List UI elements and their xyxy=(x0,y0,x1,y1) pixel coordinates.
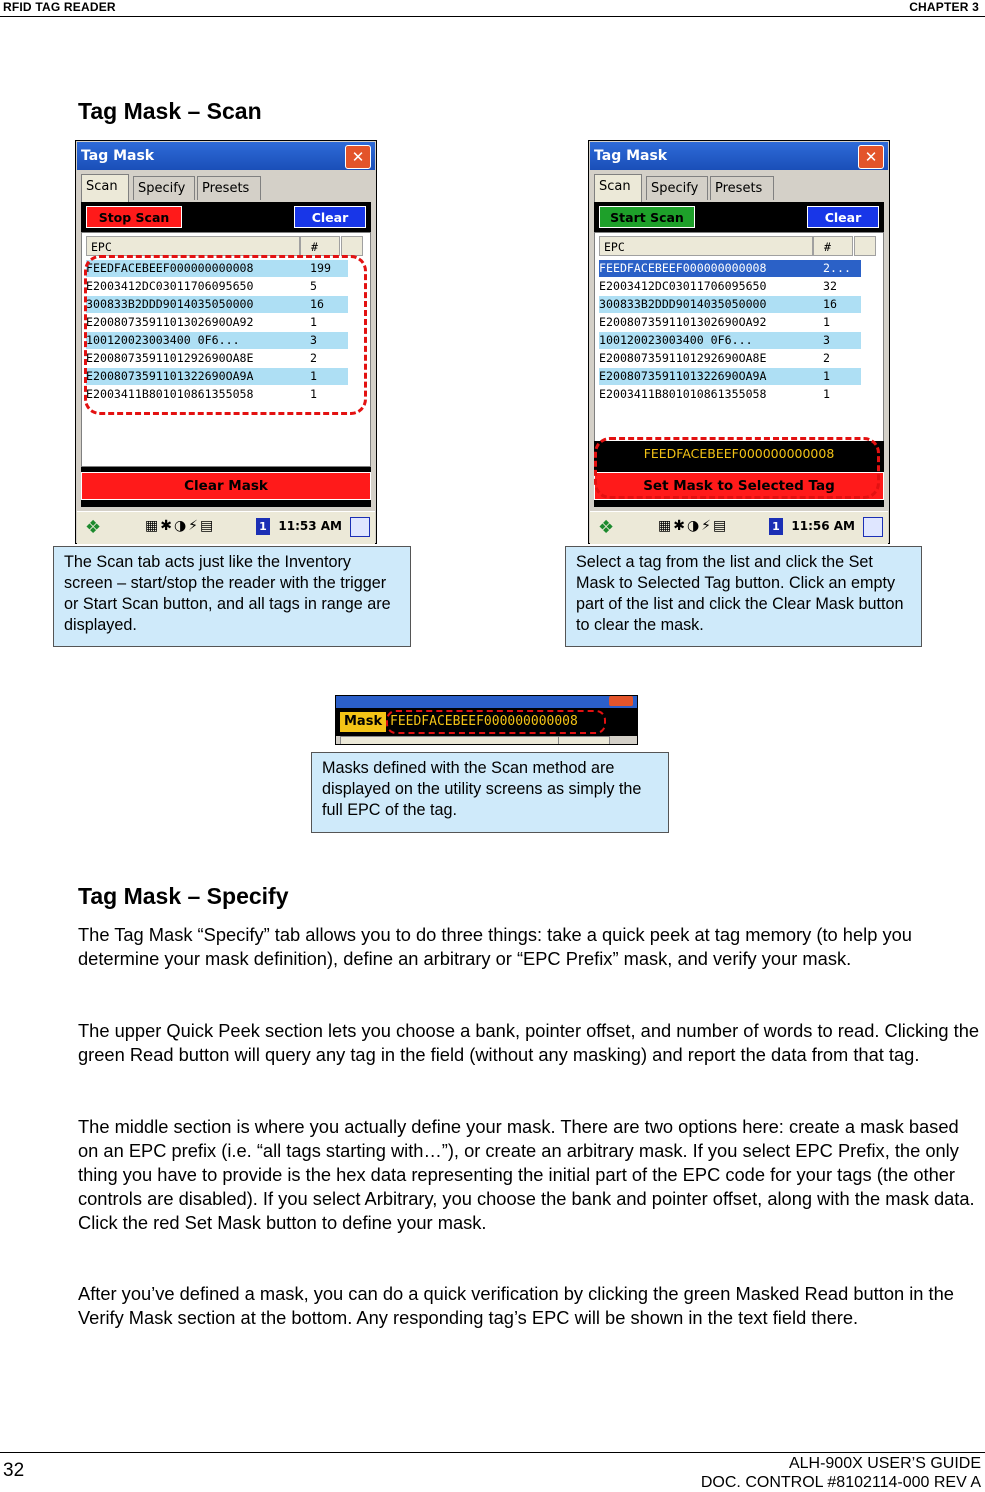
highlight-loop-list xyxy=(84,255,367,415)
mini-column-header-2 xyxy=(558,736,610,745)
taskbar xyxy=(590,511,888,544)
header-chapter: CHAPTER 3 xyxy=(909,0,979,14)
window-title: Tag Mask xyxy=(594,148,668,164)
tab-specify[interactable]: Specify xyxy=(133,176,195,200)
tag-list[interactable] xyxy=(594,232,884,467)
mini-titlebar xyxy=(336,696,637,708)
table-row[interactable] xyxy=(599,332,861,349)
count-cell: 1 xyxy=(823,369,830,383)
keyboard-icon[interactable] xyxy=(863,517,883,537)
count-cell: 16 xyxy=(823,297,837,311)
tab-specify[interactable]: Specify xyxy=(646,176,708,200)
mask-epc: FEEDFACEBEEF000000000008 xyxy=(390,714,578,729)
paragraph-quick-peek: The upper Quick Peek section lets you choose a bank, pointer offset, and number of words to read. Clicking the green Read button will query any tag in the field (without any masking) and report the data from that tag. xyxy=(78,1020,980,1065)
table-row[interactable] xyxy=(599,296,861,313)
clock: 11:56 AM xyxy=(791,519,855,533)
tray-icons: ▦✱◑⚡▤ xyxy=(145,518,216,534)
column-header-filler xyxy=(341,236,363,256)
count-cell: 1 xyxy=(310,369,317,383)
epc-cell: 100120023003400 0F6... xyxy=(599,333,753,347)
toolbar xyxy=(594,202,884,232)
footer-guide: ALH-900X USER’S GUIDE xyxy=(788,1455,981,1472)
count-cell: 1 xyxy=(310,315,317,329)
footer-doc-control: DOC. CONTROL #8102114-000 REV A xyxy=(700,1474,981,1491)
epc-cell: FEEDFACEBEEF000000000008 xyxy=(86,261,254,275)
tab-presets[interactable]: Presets xyxy=(710,176,774,200)
stop-scan-button[interactable]: Stop Scan xyxy=(86,206,182,228)
table-row[interactable] xyxy=(599,278,861,295)
count-cell: 2 xyxy=(310,351,317,365)
column-header-filler xyxy=(854,236,876,256)
count-cell: 3 xyxy=(310,333,317,347)
epc-cell: E2003411B801010861355058 xyxy=(599,387,767,401)
section-title-scan: Tag Mask – Scan xyxy=(78,98,262,124)
footer-doc-info xyxy=(701,1454,981,1492)
epc-cell: 300833B2DDD9014035050000 xyxy=(86,297,254,311)
table-row[interactable] xyxy=(599,314,861,331)
header-rule xyxy=(0,16,985,17)
callout-scan-tab: The Scan tab acts just like the Inventory screen – start/stop the reader with the trigger or Start Scan button, and all tags in range are displayed. xyxy=(53,546,411,647)
page-number: 32 xyxy=(3,1460,25,1481)
clock: 11:53 AM xyxy=(278,519,342,533)
column-header-count[interactable]: # xyxy=(813,236,853,256)
toolbar xyxy=(81,202,371,232)
windows-start-icon[interactable]: ❖ xyxy=(85,517,102,538)
set-mask-to-selected-tag-button[interactable]: Set Mask to Selected Tag xyxy=(594,472,884,500)
tab-scan[interactable]: Scan xyxy=(81,174,129,202)
epc-cell: E2008073591101292690OA8E xyxy=(599,351,767,365)
table-row-selected[interactable] xyxy=(599,260,861,277)
callout-mask-display: Masks defined with the Scan method are displayed on the utility screens as simply the full EPC of the tag. xyxy=(311,752,669,833)
tab-presets[interactable]: Presets xyxy=(197,176,261,200)
table-row[interactable] xyxy=(599,368,861,385)
column-header-epc[interactable]: EPC xyxy=(599,236,813,256)
count-cell: 1 xyxy=(310,387,317,401)
table-row[interactable] xyxy=(599,350,861,367)
clear-button[interactable]: Clear xyxy=(807,206,879,228)
table-row[interactable] xyxy=(599,386,861,403)
highlight-loop-mini xyxy=(386,710,606,734)
epc-cell: E2008073591101322690OA9A xyxy=(86,369,254,383)
epc-cell: 300833B2DDD9014035050000 xyxy=(599,297,767,311)
epc-cell: 100120023003400 0F6... xyxy=(86,333,240,347)
header-title: RFID TAG READER xyxy=(3,0,116,14)
count-cell: 1 xyxy=(823,387,830,401)
clear-mask-button[interactable]: Clear Mask xyxy=(81,472,371,500)
epc-cell: E2008073591101322690OA9A xyxy=(599,369,767,383)
footer-rule xyxy=(0,1452,985,1453)
count-cell: 1 xyxy=(823,315,830,329)
close-icon[interactable]: ✕ xyxy=(858,145,884,169)
epc-cell: E2008073591101302690OA92 xyxy=(86,315,254,329)
count-cell: 3 xyxy=(823,333,830,347)
section-title-specify: Tag Mask – Specify xyxy=(78,883,289,909)
epc-cell: E2003412DC03011706095650 xyxy=(86,279,254,293)
taskbar xyxy=(77,511,375,544)
callout-set-mask: Select a tag from the list and click the Set Mask to Selected Tag button. Click an empty part of the list and click the Clear Mask button to clear the mask. xyxy=(565,546,922,647)
count-cell: 199 xyxy=(310,261,331,275)
mini-column-header xyxy=(340,736,560,745)
mini-close-icon xyxy=(609,696,633,706)
window-titlebar xyxy=(590,142,888,170)
mask-label: Mask xyxy=(340,712,386,732)
column-header-epc[interactable]: EPC xyxy=(86,236,300,256)
paragraph-verify-mask: After you’ve defined a mask, you can do a quick verification by clicking the green Masked Read button in the Verify Mask section at the bottom. Any responding tag’s EPC will be shown in the text field there. xyxy=(78,1283,954,1328)
epc-cell: E2003412DC03011706095650 xyxy=(599,279,767,293)
epc-cell: E2008073591101292690OA8E xyxy=(86,351,254,365)
count-cell: 5 xyxy=(310,279,317,293)
count-cell: 16 xyxy=(310,297,324,311)
close-icon[interactable]: ✕ xyxy=(345,145,371,169)
count-cell: 2... xyxy=(823,261,851,275)
windows-start-icon[interactable]: ❖ xyxy=(598,517,615,538)
tab-scan[interactable]: Scan xyxy=(594,174,642,202)
highlight-loop-mask xyxy=(594,437,880,499)
tray-icons: ▦✱◑⚡▤ xyxy=(658,518,729,534)
input-badge-icon: 1 xyxy=(256,518,270,535)
start-scan-button[interactable]: Start Scan xyxy=(599,206,695,228)
epc-cell: E2008073591101302690OA92 xyxy=(599,315,767,329)
input-badge-icon: 1 xyxy=(769,518,783,535)
clear-button[interactable]: Clear xyxy=(294,206,366,228)
keyboard-icon[interactable] xyxy=(350,517,370,537)
window-titlebar xyxy=(77,142,375,170)
epc-cell: FEEDFACEBEEF000000000008 xyxy=(599,261,767,275)
column-header-count[interactable]: # xyxy=(300,236,340,256)
current-mask-text: FEEDFACEBEEF000000000008 xyxy=(643,446,835,461)
count-cell: 32 xyxy=(823,279,837,293)
window-title: Tag Mask xyxy=(81,148,155,164)
epc-cell: E2003411B801010861355058 xyxy=(86,387,254,401)
paragraph-specify-intro: The Tag Mask “Specify” tab allows you to do three things: take a quick peek at tag memory (to help you determine your mask definition), define an arbitrary or “EPC Prefix” mask, and verify your mask. xyxy=(78,924,912,969)
count-cell: 2 xyxy=(823,351,830,365)
paragraph-define-mask: The middle section is where you actually define your mask. There are two options here: create a mask based on an EPC prefix (i.e. “all tags starting with…”), or create an arbitrary mask. If you select EPC Prefix, the only thing you have to provide is the hex data representing the initial part of the EPC code for your tags (the other controls are disabled). If you select Arbitrary, you choose the bank and pointer offset, along with the mask data. Click the red Set Mask button to define your mask. xyxy=(78,1116,975,1233)
